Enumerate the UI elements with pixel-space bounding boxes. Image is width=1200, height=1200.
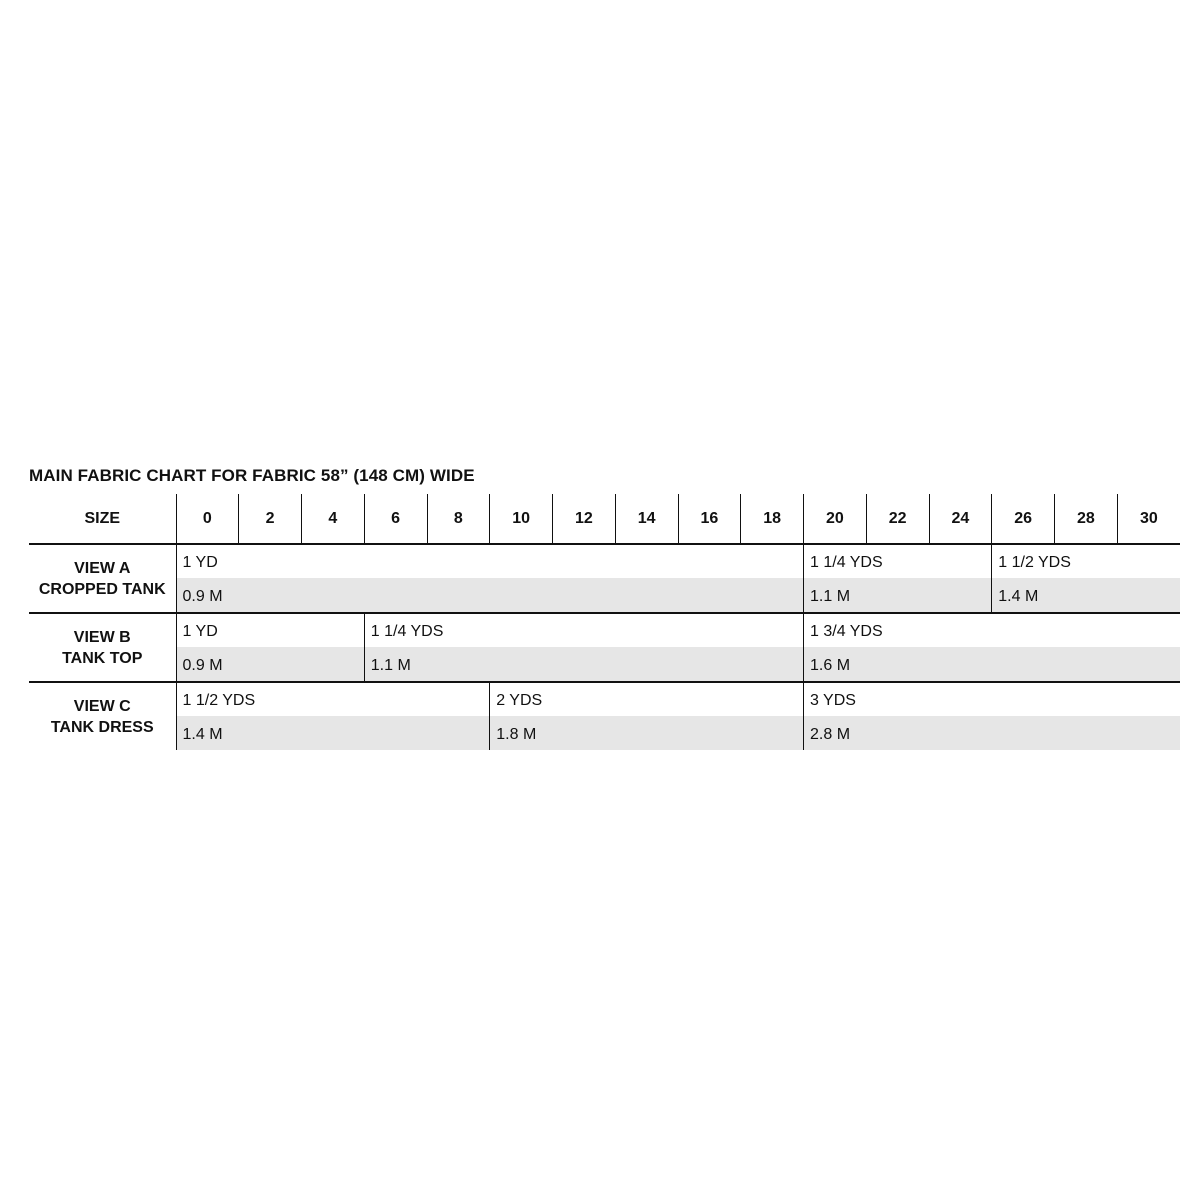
view-a-label [29, 544, 176, 613]
yardage-cell: 1 1/4 YDS [804, 544, 992, 578]
yardage-cell: 1 3/4 YDS [804, 613, 1181, 647]
size-header-cell: 10 [490, 494, 553, 544]
size-header-cell: 12 [553, 494, 616, 544]
view-a-meters-row [29, 578, 1180, 613]
view-c-meters-row [29, 716, 1180, 750]
view-a-description: CROPPED TANK [38, 580, 166, 598]
size-header-cell: 16 [678, 494, 741, 544]
size-header-cell: 4 [302, 494, 365, 544]
meters-cell: 2.8 M [804, 716, 1181, 750]
view-c-yardage-row [29, 682, 1180, 716]
size-header-cell: 24 [929, 494, 992, 544]
yardage-cell: 1 YD [176, 544, 804, 578]
size-header-cell: 6 [364, 494, 427, 544]
size-header-label: SIZE [29, 494, 176, 544]
yardage-cell: 2 YDS [490, 682, 804, 716]
meters-cell: 1.4 M [176, 716, 490, 750]
meters-cell: 1.4 M [992, 578, 1180, 613]
size-header-cell: 22 [866, 494, 929, 544]
yardage-cell: 1 1/4 YDS [364, 613, 803, 647]
size-header-cell: 18 [741, 494, 804, 544]
view-c-description: TANK DRESS [50, 718, 154, 736]
size-header-row [29, 494, 1180, 544]
view-b-yardage-row [29, 613, 1180, 647]
meters-cell: 0.9 M [176, 647, 364, 682]
view-b-name: VIEW B [73, 628, 131, 646]
view-c-name: VIEW C [73, 697, 131, 715]
size-header-cell: 0 [176, 494, 239, 544]
fabric-requirements-table [29, 494, 1180, 750]
size-header-cell: 20 [804, 494, 867, 544]
meters-cell: 1.8 M [490, 716, 804, 750]
yardage-cell: 3 YDS [804, 682, 1181, 716]
view-b-label [29, 613, 176, 682]
size-header-cell: 28 [1055, 494, 1118, 544]
size-header-cell: 30 [1117, 494, 1180, 544]
meters-cell: 0.9 M [176, 578, 804, 613]
chart-title: MAIN FABRIC CHART FOR FABRIC 58” (148 CM) WIDE [29, 466, 475, 485]
view-b-description: TANK TOP [62, 649, 143, 667]
meters-cell: 1.6 M [804, 647, 1181, 682]
yardage-cell: 1 YD [176, 613, 364, 647]
size-header-cell: 26 [992, 494, 1055, 544]
size-header-cell: 8 [427, 494, 490, 544]
size-header-cell: 14 [615, 494, 678, 544]
view-b-meters-row [29, 647, 1180, 682]
yardage-cell: 1 1/2 YDS [176, 682, 490, 716]
view-a-name: VIEW A [74, 559, 131, 577]
meters-cell: 1.1 M [364, 647, 803, 682]
size-header-cell: 2 [239, 494, 302, 544]
view-c-label [29, 682, 176, 750]
meters-cell: 1.1 M [804, 578, 992, 613]
view-a-yardage-row [29, 544, 1180, 578]
yardage-cell: 1 1/2 YDS [992, 544, 1180, 578]
